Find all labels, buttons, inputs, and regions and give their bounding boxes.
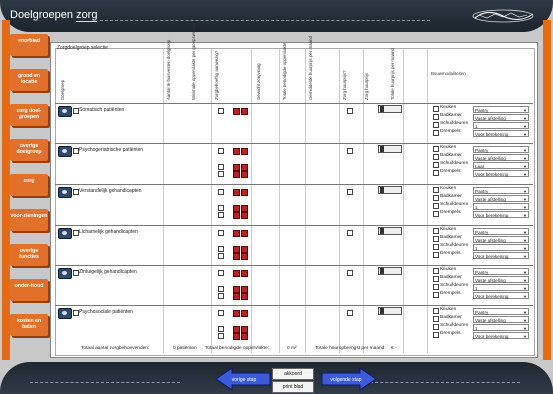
modaliteit-label: Drempels bbox=[440, 251, 461, 256]
right-accent-strip bbox=[543, 20, 551, 360]
modaliteit-select[interactable]: 1 ▼ bbox=[475, 124, 527, 129]
header-dash bbox=[100, 20, 430, 21]
modaliteit-select[interactable]: Voor berekening ▼ bbox=[475, 334, 527, 339]
modaliteit-label: Badkamer bbox=[440, 315, 462, 320]
view-icon[interactable] bbox=[58, 228, 72, 239]
zorg-huur-slider[interactable] bbox=[378, 267, 402, 275]
page-title: Doelgroepen zorg bbox=[10, 9, 98, 21]
sidebar-item-voorblad[interactable]: voorblad bbox=[10, 34, 48, 56]
total-patients-value: 0 patiënten bbox=[173, 346, 197, 351]
chevron-down-icon: ▼ bbox=[523, 318, 527, 323]
header-totale-huur: Totale huurprijs per maand bbox=[390, 48, 395, 100]
remove-icon[interactable] bbox=[241, 108, 248, 115]
modaliteit-checkbox[interactable] bbox=[433, 276, 439, 282]
modaliteit-label: Keuken bbox=[440, 105, 457, 110]
zorg-huur-slider[interactable] bbox=[378, 227, 402, 235]
modaliteit-label: Drempels bbox=[440, 291, 461, 296]
header-gewicht: Gewicht zorgvraag bbox=[256, 63, 261, 100]
remove-icon[interactable] bbox=[233, 189, 240, 196]
modaliteit-select[interactable]: Voor berekening ▼ bbox=[475, 132, 527, 137]
header-min-opp: Minimale oppervlakte per groepswoning bbox=[191, 22, 196, 100]
chevron-down-icon: ▼ bbox=[523, 278, 527, 283]
next-step-label: volgende stap bbox=[330, 377, 362, 383]
chevron-down-icon: ▼ bbox=[523, 326, 527, 331]
modaliteit-select[interactable]: Vaste afstelling ▼ bbox=[475, 197, 527, 202]
zorg-checkbox[interactable] bbox=[218, 326, 224, 332]
chevron-down-icon: ▼ bbox=[523, 148, 527, 153]
modaliteit-label: Drempels bbox=[440, 129, 461, 134]
modaliteit-label: Drempels bbox=[440, 331, 461, 336]
chevron-down-icon: ▼ bbox=[523, 270, 527, 275]
modaliteit-select[interactable]: Vaste afstelling ▼ bbox=[475, 318, 527, 323]
modaliteit-checkbox[interactable] bbox=[433, 106, 439, 112]
row-name: Psychogeriatrische patiënten bbox=[79, 147, 144, 153]
modaliteit-select[interactable]: Voor berekening ▼ bbox=[475, 213, 527, 218]
zorg-huur-checkbox[interactable] bbox=[347, 230, 353, 236]
modaliteit-select[interactable]: Voor berekening ▼ bbox=[475, 294, 527, 299]
remove-icon[interactable] bbox=[233, 333, 240, 340]
remove-icon[interactable] bbox=[241, 270, 248, 277]
remove-icon[interactable] bbox=[241, 205, 248, 212]
zorg-checkbox[interactable] bbox=[218, 286, 224, 292]
remove-icon[interactable] bbox=[233, 148, 240, 155]
total-area-label: Totaal benodigde oppervlakte: bbox=[205, 346, 270, 351]
modaliteit-checkbox[interactable] bbox=[433, 195, 439, 201]
remove-icon[interactable] bbox=[233, 246, 240, 253]
row-name: Psychosociale patiënten bbox=[79, 309, 133, 315]
zorg-huur-slider[interactable] bbox=[378, 105, 402, 113]
remove-icon[interactable] bbox=[233, 286, 240, 293]
modaliteit-label: Schuifdeuren bbox=[440, 243, 469, 248]
modaliteit-label: Keuken bbox=[440, 307, 457, 312]
table-row bbox=[55, 225, 533, 264]
modaliteit-select[interactable]: 1 ▼ bbox=[475, 246, 527, 251]
chevron-down-icon: ▼ bbox=[523, 197, 527, 202]
modaliteit-label: Keuken bbox=[440, 267, 457, 272]
modaliteit-checkbox[interactable] bbox=[433, 122, 439, 128]
chevron-down-icon: ▼ bbox=[523, 164, 527, 169]
total-patients-label: Totaal aantal zorgbehoevenden: bbox=[81, 346, 150, 351]
modaliteit-checkbox[interactable] bbox=[433, 162, 439, 168]
modaliteit-select[interactable]: Pantry ▼ bbox=[475, 270, 527, 275]
remove-icon[interactable] bbox=[241, 326, 248, 333]
remove-icon[interactable] bbox=[241, 293, 248, 300]
modaliteit-select[interactable]: Vaste afstelling ▼ bbox=[475, 156, 527, 161]
footer-dash bbox=[370, 382, 520, 383]
modaliteit-select[interactable]: 1 ▼ bbox=[475, 205, 527, 210]
chevron-down-icon: ▼ bbox=[523, 205, 527, 210]
modaliteit-label: Badkamer bbox=[440, 113, 462, 118]
header-gem-huur: Gemiddelde huurprijs per maand bbox=[308, 36, 313, 100]
zorg-checkbox[interactable] bbox=[218, 246, 224, 252]
modaliteit-select[interactable]: Laat ▼ bbox=[475, 164, 527, 169]
table-row bbox=[55, 265, 533, 304]
modaliteit-checkbox[interactable] bbox=[433, 203, 439, 209]
modaliteit-checkbox[interactable] bbox=[433, 244, 439, 250]
remove-icon[interactable] bbox=[233, 205, 240, 212]
chevron-down-icon: ▼ bbox=[523, 254, 527, 259]
header-aantal: Aantal te huisvesten doelgroep bbox=[166, 39, 171, 100]
chevron-down-icon: ▼ bbox=[523, 246, 527, 251]
form-panel bbox=[50, 22, 538, 358]
next-step-button[interactable] bbox=[318, 366, 378, 392]
modaliteit-label: Keuken bbox=[440, 186, 457, 191]
modaliteit-label: Keuken bbox=[440, 227, 457, 232]
chevron-down-icon: ▼ bbox=[523, 156, 527, 161]
sidebar-item-onderhoud[interactable]: onder-houd bbox=[10, 279, 48, 301]
prev-step-label: vorige stap bbox=[231, 377, 257, 383]
sidebar bbox=[8, 34, 50, 349]
modaliteit-checkbox[interactable] bbox=[433, 252, 439, 258]
zorg-checkbox[interactable] bbox=[218, 108, 224, 114]
table-row bbox=[55, 184, 533, 223]
remove-icon[interactable] bbox=[233, 164, 240, 171]
modaliteit-checkbox[interactable] bbox=[433, 324, 439, 330]
modaliteit-label: Schuifdeuren bbox=[440, 283, 469, 288]
header-bouwmodaliteiten: Bouwmodaliteiten bbox=[431, 71, 466, 76]
sidebar-item-zorg[interactable]: zorg bbox=[10, 174, 48, 196]
modaliteit-select[interactable]: Vaste afstelling ▼ bbox=[475, 238, 527, 243]
remove-icon[interactable] bbox=[233, 293, 240, 300]
accept-button[interactable]: akkoord bbox=[272, 368, 314, 380]
modaliteit-select[interactable]: 1 ▼ bbox=[475, 326, 527, 331]
modaliteit-checkbox[interactable] bbox=[433, 332, 439, 338]
header-totale-opp: Totale benodigde oppervlakte bbox=[282, 42, 287, 100]
remove-icon[interactable] bbox=[241, 148, 248, 155]
modaliteit-checkbox[interactable] bbox=[433, 316, 439, 322]
chevron-down-icon: ▼ bbox=[523, 213, 527, 218]
remove-icon[interactable] bbox=[241, 230, 248, 237]
chevron-down-icon: ▼ bbox=[523, 238, 527, 243]
modaliteit-label: Drempels bbox=[440, 169, 461, 174]
row-name: Verstandelijk gehandicapten bbox=[79, 188, 142, 194]
remove-icon[interactable] bbox=[233, 253, 240, 260]
table-row bbox=[55, 305, 533, 344]
modaliteit-label: Schuifdeuren bbox=[440, 161, 469, 166]
chevron-down-icon: ▼ bbox=[523, 286, 527, 291]
zorg-huur-checkbox[interactable] bbox=[347, 189, 353, 195]
table-row bbox=[55, 103, 533, 142]
modaliteit-select[interactable]: Vaste afstelling ▼ bbox=[475, 116, 527, 121]
modaliteit-label: Drempels bbox=[440, 210, 461, 215]
zorg-checkbox[interactable] bbox=[218, 310, 224, 316]
header-zorg-huur-q: Zorg huurprijs? bbox=[342, 70, 347, 100]
remove-icon[interactable] bbox=[241, 333, 248, 340]
total-rent-value: € - bbox=[391, 346, 397, 351]
modaliteit-label: Badkamer bbox=[440, 275, 462, 280]
modaliteit-label: Schuifdeuren bbox=[440, 202, 469, 207]
modaliteit-checkbox[interactable] bbox=[433, 114, 439, 120]
modaliteit-label: Keuken bbox=[440, 145, 457, 150]
modaliteit-label: Badkamer bbox=[440, 194, 462, 199]
modaliteit-checkbox[interactable] bbox=[433, 228, 439, 234]
modaliteit-checkbox[interactable] bbox=[433, 154, 439, 160]
logo bbox=[467, 6, 539, 26]
zorg-checkbox[interactable] bbox=[218, 230, 224, 236]
zorg-checkbox[interactable] bbox=[218, 171, 224, 177]
remove-icon[interactable] bbox=[241, 310, 248, 317]
zorg-checkbox[interactable] bbox=[218, 253, 224, 259]
chevron-down-icon: ▼ bbox=[523, 294, 527, 299]
remove-icon[interactable] bbox=[233, 310, 240, 317]
zorg-huur-checkbox[interactable] bbox=[347, 310, 353, 316]
modaliteit-checkbox[interactable] bbox=[433, 308, 439, 314]
remove-icon[interactable] bbox=[233, 270, 240, 277]
sidebar-item-grond[interactable]: grond en locatie bbox=[10, 69, 48, 91]
prev-step-button[interactable] bbox=[214, 366, 274, 392]
modaliteit-select[interactable]: Voor berekening ▼ bbox=[475, 254, 527, 259]
modaliteit-select[interactable]: Vaste afstelling ▼ bbox=[475, 278, 527, 283]
remove-icon[interactable] bbox=[233, 171, 240, 178]
remove-icon[interactable] bbox=[241, 253, 248, 260]
total-rent-label: Totale huuropbrengst per maand: bbox=[315, 346, 386, 351]
chevron-down-icon: ▼ bbox=[523, 189, 527, 194]
sidebar-item-kosten[interactable]: kosten en baten bbox=[10, 314, 48, 336]
header-doelgroep: Doelgroep bbox=[60, 79, 65, 100]
zorg-checkbox[interactable] bbox=[218, 333, 224, 339]
modaliteit-checkbox[interactable] bbox=[433, 268, 439, 274]
modaliteit-select[interactable]: Pantry ▼ bbox=[475, 148, 527, 153]
remove-icon[interactable] bbox=[233, 326, 240, 333]
header-zorg-huur: Zorg huurprijs bbox=[364, 72, 369, 100]
chevron-down-icon: ▼ bbox=[523, 116, 527, 121]
modaliteit-checkbox[interactable] bbox=[433, 146, 439, 152]
zorg-huur-checkbox[interactable] bbox=[347, 148, 353, 154]
view-icon[interactable] bbox=[58, 187, 72, 198]
row-name: Zintuigelijk gehandicapten bbox=[79, 269, 137, 275]
zorg-checkbox[interactable] bbox=[218, 189, 224, 195]
modaliteit-select[interactable]: Pantry ▼ bbox=[475, 230, 527, 235]
form-legend: Zorgdoelgroep selectie bbox=[57, 45, 108, 51]
modaliteit-label: Schuifdeuren bbox=[440, 121, 469, 126]
chevron-down-icon: ▼ bbox=[523, 132, 527, 137]
zorg-huur-checkbox[interactable] bbox=[347, 270, 353, 276]
chevron-down-icon: ▼ bbox=[523, 108, 527, 113]
remove-icon[interactable] bbox=[233, 108, 240, 115]
modaliteit-checkbox[interactable] bbox=[433, 211, 439, 217]
sidebar-item-voorzieningen[interactable]: voor-zieningen bbox=[10, 209, 48, 231]
zorg-huur-checkbox[interactable] bbox=[347, 108, 353, 114]
chevron-down-icon: ▼ bbox=[523, 124, 527, 129]
row-name: Lichamelijk gehandicapten bbox=[79, 229, 138, 235]
modaliteit-checkbox[interactable] bbox=[433, 292, 439, 298]
header-bar bbox=[0, 0, 553, 32]
zorg-checkbox[interactable] bbox=[218, 148, 224, 154]
sidebar-item-overige-functies[interactable]: overige functies bbox=[10, 244, 48, 266]
zorg-checkbox[interactable] bbox=[218, 293, 224, 299]
view-icon[interactable] bbox=[58, 268, 72, 279]
chevron-down-icon: ▼ bbox=[523, 172, 527, 177]
chevron-down-icon: ▼ bbox=[523, 334, 527, 339]
modaliteit-select[interactable]: Pantry ▼ bbox=[475, 108, 527, 113]
zorg-huur-slider[interactable] bbox=[378, 186, 402, 194]
sidebar-item-overige-doelgroep[interactable]: overige doelgroep bbox=[10, 139, 48, 161]
zorg-checkbox[interactable] bbox=[218, 270, 224, 276]
modaliteit-checkbox[interactable] bbox=[433, 130, 439, 136]
chevron-down-icon: ▼ bbox=[523, 310, 527, 315]
modaliteit-select[interactable]: Voor berekening ▼ bbox=[475, 172, 527, 177]
zorg-checkbox[interactable] bbox=[218, 212, 224, 218]
remove-icon[interactable] bbox=[241, 189, 248, 196]
remove-icon[interactable] bbox=[233, 230, 240, 237]
sidebar-item-zorg-doelgroepen[interactable]: zorg doel-groepen bbox=[10, 104, 48, 126]
total-area-value: 0 m² bbox=[287, 346, 297, 351]
zorg-checkbox[interactable] bbox=[218, 205, 224, 211]
zorg-huur-slider[interactable] bbox=[378, 307, 402, 315]
zorg-checkbox[interactable] bbox=[218, 164, 224, 170]
header-zorgbehoeftig: Zorgbehoeftig aanwezig? bbox=[214, 50, 219, 100]
view-icon[interactable] bbox=[58, 308, 72, 319]
modaliteit-select[interactable]: Pantry ▼ bbox=[475, 310, 527, 315]
print-button[interactable]: print blad bbox=[272, 381, 314, 393]
chevron-down-icon: ▼ bbox=[523, 230, 527, 235]
view-icon[interactable] bbox=[58, 106, 72, 117]
remove-icon[interactable] bbox=[233, 212, 240, 219]
modaliteit-select[interactable]: 1 ▼ bbox=[475, 286, 527, 291]
remove-icon[interactable] bbox=[241, 246, 248, 253]
modaliteit-label: Badkamer bbox=[440, 235, 462, 240]
remove-icon[interactable] bbox=[241, 171, 248, 178]
view-icon[interactable] bbox=[58, 146, 72, 157]
modaliteit-checkbox[interactable] bbox=[433, 170, 439, 176]
modaliteit-label: Badkamer bbox=[440, 153, 462, 158]
remove-icon[interactable] bbox=[241, 212, 248, 219]
remove-icon[interactable] bbox=[241, 164, 248, 171]
modaliteit-checkbox[interactable] bbox=[433, 236, 439, 242]
row-name: Somatisch patiënten bbox=[79, 107, 125, 113]
modaliteit-label: Schuifdeuren bbox=[440, 323, 469, 328]
footer-dash bbox=[30, 382, 180, 383]
modaliteit-select[interactable]: Pantry ▼ bbox=[475, 189, 527, 194]
modaliteit-checkbox[interactable] bbox=[433, 284, 439, 290]
modaliteit-checkbox[interactable] bbox=[433, 187, 439, 193]
remove-icon[interactable] bbox=[241, 286, 248, 293]
table-row bbox=[55, 143, 533, 182]
zorg-huur-slider[interactable] bbox=[378, 145, 402, 153]
